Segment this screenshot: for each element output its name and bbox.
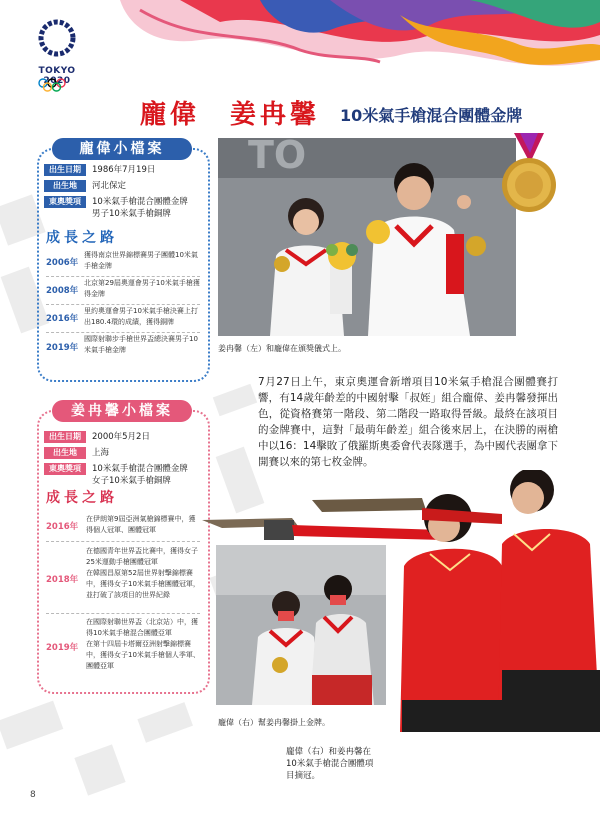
milestone-year: 2016年	[46, 522, 79, 532]
row-label: 出生日期	[44, 431, 86, 443]
jiang-birthplace-row	[44, 447, 109, 459]
row-value: 10米氣手槍混合團體金牌 男子10米氣手槍銅牌	[92, 197, 188, 219]
tokyo-2020-logo	[26, 14, 88, 94]
milestone-year: 2008年	[46, 286, 79, 296]
medal-caption: 龐偉（右）幫姜冉馨掛上金牌。	[218, 718, 330, 727]
jiang-awards-row	[44, 463, 188, 487]
podium-caption: 姜冉馨（左）和龐偉在頒獎儀式上。	[218, 344, 346, 353]
jiang-growth-heading: 成長之路	[46, 490, 118, 506]
pang-awards-row	[44, 196, 188, 220]
milestone-year: 2006年	[46, 258, 79, 268]
article-body: 7月27日上午，東京奧運會新增項目10米氣手槍混合團體賽打響，有14歲年齡差的中國射擊「叔姪」組合龐偉、姜冉馨發揮出色，從資格賽第一階段、第二階段一路取得晉級。最終在該項目的金牌賽中，這對「最萌年齡差」組合後來居上，在決勝的兩槍中以16：14擊敗了俄羅斯奧委會代表隊選手，為中國代表團拿下開賽以來的第七枚金牌。	[258, 376, 558, 468]
milestone-text: 北京第29屆奧運會男子10米氣手槍獲得金牌	[84, 279, 200, 298]
divider	[46, 541, 200, 542]
decorative-banner	[0, 0, 600, 95]
row-label: 出生地	[44, 447, 86, 459]
divider	[46, 613, 200, 614]
divider	[46, 304, 200, 305]
pang-birthdate-row	[44, 164, 155, 176]
milestone-text: 里約奧運會男子10米氣手槍決賽上打出180.4環的成績，獲得銅牌	[84, 307, 198, 326]
milestone-text: 在伊朗第9屆亞洲氣槍錦標賽中，獲得個人冠軍、團體冠軍	[86, 515, 196, 534]
jiang-profile-heading: 姜冉馨小檔案	[52, 400, 192, 422]
milestone-text: 獲得南京世界錦標賽男子團體10米氣手槍金牌	[84, 251, 198, 270]
row-value: 2000年5月2日	[92, 432, 150, 442]
page-number: 8	[30, 790, 36, 800]
milestone-text: 在國際射聯世界盃（北京站）中，獲得10米氣手槍混合團體亞軍 在第十四屆卡塔爾亞洲射擊錦標賽中，獲得女子10米氣手槍個人季軍、團體亞軍	[86, 618, 200, 670]
row-value: 1986年7月19日	[92, 165, 156, 175]
milestone-text: 在德國青年世界盃比賽中，獲得女子25米運動手槍團體冠軍 在韓國昌原第52屆世界射擊錦標賽中，獲得女子10米氣手槍團體冠軍，並打破了該項目的世界紀錄	[86, 547, 200, 599]
logo-text: TOKYO 2020	[38, 66, 76, 86]
pang-growth-heading: 成長之路	[46, 230, 118, 246]
row-value: 上海	[92, 448, 110, 458]
divider	[46, 332, 200, 333]
row-value: 10米氣手槍混合團體金牌 女子10米氣手槍銅牌	[92, 464, 188, 486]
row-label: 東奧獎項	[44, 463, 86, 475]
jiang-birthdate-row	[44, 431, 150, 443]
milestone-text: 國際射聯步手槍世界盃總決賽男子10米氣手槍金牌	[84, 335, 198, 354]
row-label: 出生日期	[44, 164, 86, 176]
row-value: 河北保定	[92, 181, 127, 191]
podium-photo	[218, 138, 516, 336]
athlete-names-title: 龐偉 姜冉馨	[140, 100, 321, 130]
row-label: 東奧獎項	[44, 196, 86, 208]
tokyo-emblem-icon	[26, 14, 88, 66]
gold-medal-icon	[500, 133, 558, 217]
shooting-photo	[202, 470, 600, 732]
olympic-rings-icon	[26, 78, 88, 92]
shooting-caption: 龐偉（右）和姜冉馨在 10米氣手槍混合團體項 目摘冠。	[286, 747, 374, 781]
svg-text:TO: TO	[248, 138, 307, 177]
pang-profile-heading: 龐偉小檔案	[52, 138, 192, 160]
milestone-year: 2018年	[46, 575, 79, 585]
event-subtitle: 10米氣手槍混合團體金牌	[340, 106, 523, 125]
row-label: 出生地	[44, 180, 86, 192]
divider	[46, 276, 200, 277]
milestone-year: 2019年	[46, 643, 79, 653]
milestone-year: 2019年	[46, 343, 79, 353]
pang-birthplace-row	[44, 180, 126, 192]
milestone-year: 2016年	[46, 314, 79, 324]
